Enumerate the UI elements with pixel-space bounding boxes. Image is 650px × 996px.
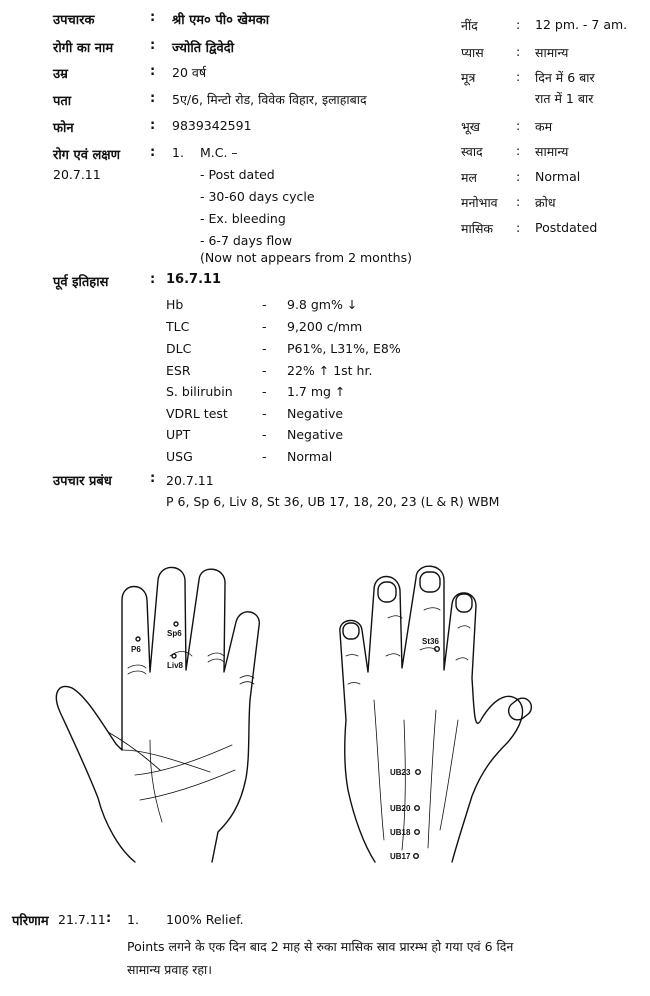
test-name: VDRL test	[166, 406, 228, 421]
colon: :	[150, 91, 156, 106]
rog-title: M.C. –	[200, 145, 238, 160]
test-name: S. bilirubin	[166, 384, 233, 399]
right-value: रात में 1 बार	[535, 91, 594, 106]
colon: :	[516, 143, 521, 158]
test-value: Normal	[287, 449, 333, 464]
back-hand-outline	[340, 566, 535, 862]
hand-diagrams	[0, 560, 650, 890]
colon: :	[150, 64, 156, 79]
symptom-item: - Ex. bleeding	[200, 211, 286, 226]
result-line: Points लगने के एक दिन बाद 2 माह से रुका मासिक स्राव प्रारम्भ हो गया एवं 6 दिन	[127, 939, 514, 954]
point-label-liv8: Liv8	[167, 661, 184, 670]
right-label: मूत्र	[461, 70, 476, 85]
point-label-ub18: UB18	[390, 828, 411, 837]
point-label-p6: P6	[131, 645, 141, 654]
treatment-date: 20.7.11	[166, 473, 214, 488]
rog-date: 20.7.11	[53, 167, 101, 182]
colon: :	[150, 145, 156, 160]
history-date: 16.7.11	[166, 272, 222, 287]
right-label: भूख	[461, 119, 481, 134]
palm-hand-outline	[56, 567, 259, 862]
right-value: सामान्य	[535, 45, 569, 60]
test-name: USG	[166, 449, 193, 464]
dash: -	[262, 427, 267, 442]
dash: -	[262, 341, 267, 356]
right-label: नींद	[461, 18, 478, 33]
point-label-ub23: UB23	[390, 768, 411, 777]
test-name: ESR	[166, 363, 191, 378]
symptom-note: (Now not appears from 2 months)	[200, 250, 412, 265]
treatment-label: उपचार प्रबंध	[53, 474, 112, 489]
dash: -	[262, 449, 267, 464]
dash: -	[262, 384, 267, 399]
colon: :	[516, 220, 521, 235]
right-value: सामान्य	[535, 144, 569, 159]
phone-label: फोन	[53, 121, 74, 136]
colon: :	[150, 10, 156, 25]
colon: :	[150, 38, 156, 53]
colon: :	[106, 911, 112, 926]
rogi-label: रोगी का नाम	[53, 41, 114, 56]
upcharak-value: श्री एम० पी० खेमका	[172, 13, 270, 28]
result-label: परिणाम	[12, 914, 49, 929]
right-label: मनोभाव	[461, 195, 498, 210]
test-value: 9,200 c/mm	[287, 319, 363, 334]
test-name: Hb	[166, 297, 184, 312]
test-value: 9.8 gm% ↓	[287, 297, 358, 312]
dash: -	[262, 319, 267, 334]
pata-value: 5ए/6, मिन्टो रोड, विवेक विहार, इलाहाबाद	[172, 92, 367, 107]
result-relief: 100% Relief.	[166, 912, 244, 927]
right-value: क्रोध	[535, 195, 556, 210]
treatment-points: P 6, Sp 6, Liv 8, St 36, UB 17, 18, 20, 23 (L & R) WBM	[166, 494, 500, 509]
right-value: Postdated	[535, 220, 598, 235]
right-value: दिन में 6 बार	[535, 70, 595, 85]
colon: :	[516, 194, 521, 209]
right-label: मासिक	[461, 221, 494, 236]
right-value: कम	[535, 119, 553, 134]
test-name: TLC	[166, 319, 190, 334]
umra-label: उम्र	[53, 67, 68, 82]
symptom-item: - Post dated	[200, 167, 275, 182]
test-value: 22% ↑ 1st hr.	[287, 363, 373, 378]
upcharak-label: उपचारक	[53, 13, 95, 28]
test-name: DLC	[166, 341, 192, 356]
test-name: UPT	[166, 427, 191, 442]
rog-number: 1.	[172, 145, 184, 160]
right-label: स्वाद	[461, 144, 483, 159]
point-label-ub17: UB17	[390, 852, 411, 861]
test-value: Negative	[287, 406, 344, 421]
result-date: 21.7.11	[58, 912, 106, 927]
dash: -	[262, 363, 267, 378]
colon: :	[516, 118, 521, 133]
symptom-item: - 30-60 days cycle	[200, 189, 315, 204]
result-number: 1.	[127, 912, 139, 927]
colon: :	[150, 471, 156, 486]
colon: :	[150, 118, 156, 133]
result-line: सामान्य प्रवाह रहा।	[127, 962, 212, 977]
colon: :	[516, 69, 521, 84]
point-label-ub20: UB20	[390, 804, 411, 813]
rog-label: रोग एवं लक्षण	[53, 148, 121, 163]
pata-label: पता	[53, 94, 72, 109]
right-value: Normal	[535, 169, 581, 184]
colon: :	[150, 272, 156, 287]
colon: :	[516, 44, 521, 59]
right-label: प्यास	[461, 45, 484, 60]
test-value: Negative	[287, 427, 344, 442]
point-label-sp6: Sp6	[167, 629, 182, 638]
colon: :	[516, 169, 521, 184]
rogi-value: ज्योति द्विवेदी	[172, 41, 234, 56]
phone-value: 9839342591	[172, 118, 252, 133]
right-label: मल	[461, 170, 477, 185]
history-label: पूर्व इतिहास	[53, 275, 109, 290]
colon: :	[516, 17, 521, 32]
symptom-item: - 6-7 days flow	[200, 233, 293, 248]
dash: -	[262, 406, 267, 421]
test-value: 1.7 mg ↑	[287, 384, 346, 399]
dash: -	[262, 297, 267, 312]
right-value: 12 pm. - 7 am.	[535, 17, 628, 32]
test-value: P61%, L31%, E8%	[287, 341, 401, 356]
umra-value: 20 वर्ष	[172, 65, 207, 80]
point-label-st36: St36	[422, 637, 439, 646]
